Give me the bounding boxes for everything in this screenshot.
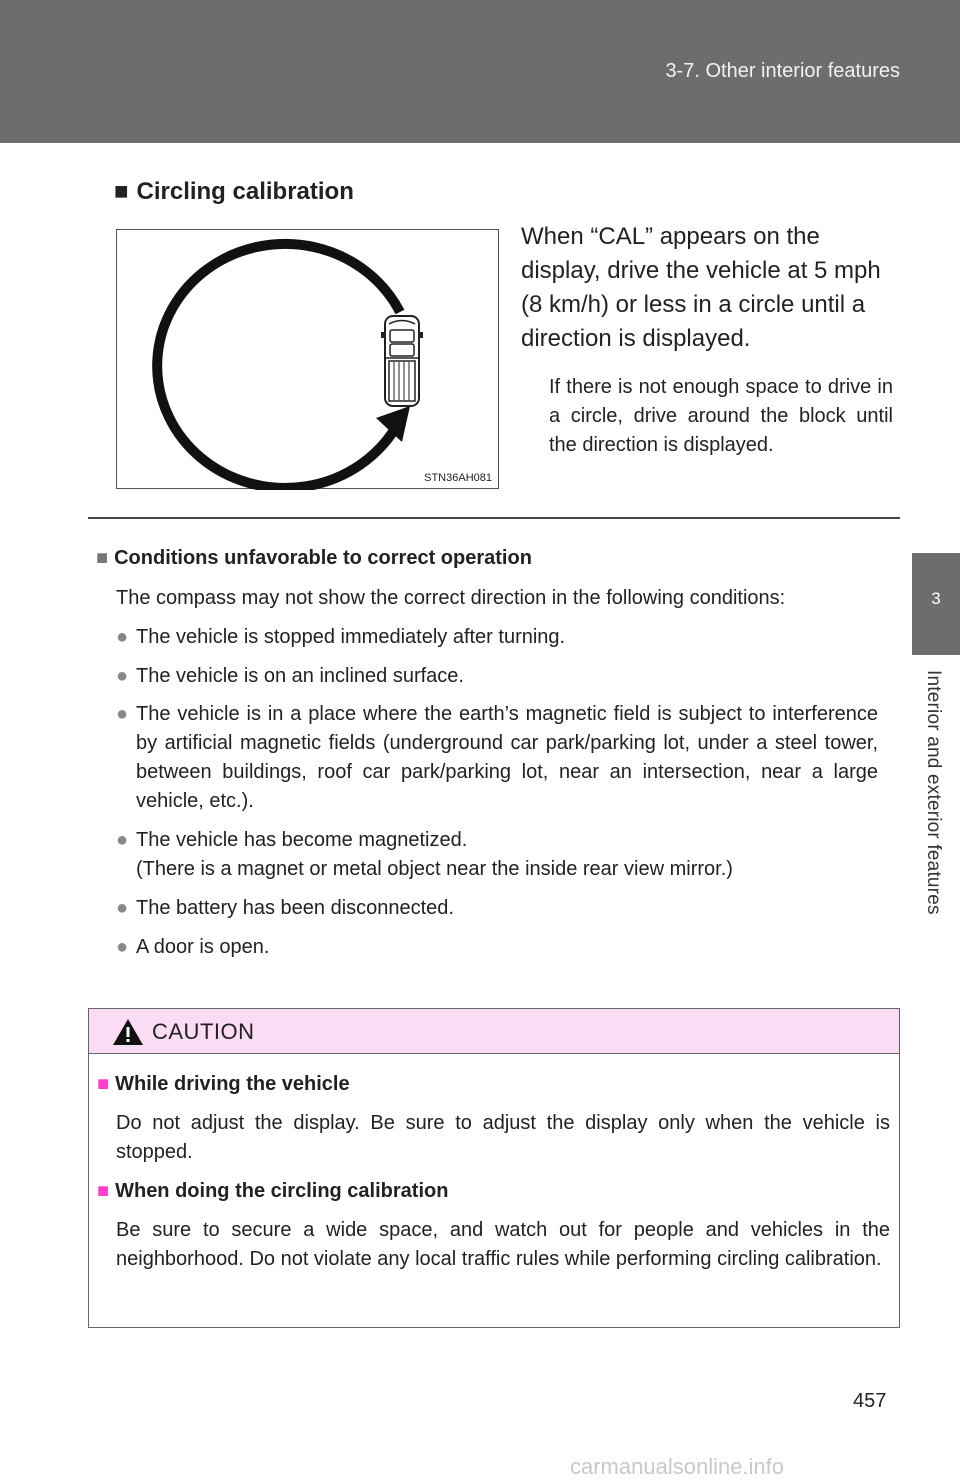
caution-header [89, 1009, 899, 1054]
condition-text: The vehicle is in a place where the earth’s magnetic field is subject to interference by artificial magnetic fields (underground car park/parking lot, under a steel tower, between buildings, roof car park/parking lot, near an intersection, near a large vehicle, etc.). [136, 703, 878, 812]
circle-bullet-icon: ● [116, 829, 129, 851]
lead-instruction: When “CAL” appears on the display, drive the vehicle at 5 mph (8 km/h) or less in a circle until a direction is displayed. [521, 223, 881, 352]
condition-item [116, 933, 878, 962]
section-header-title: 3-7. Other interior features [665, 60, 900, 82]
figure-id: STN36AH081 [424, 472, 492, 484]
condition-item [116, 894, 878, 923]
caution-heading [97, 1073, 350, 1096]
square-bullet-icon: ■ [97, 1180, 110, 1202]
circle-bullet-icon: ● [116, 626, 129, 648]
caution-heading [97, 1180, 448, 1203]
conditions-heading-text: Conditions unfavorable to correct operation [114, 547, 532, 569]
section-title-text: Circling calibration [136, 178, 354, 205]
square-bullet-icon: ■ [96, 547, 109, 569]
chapter-tab [912, 553, 960, 655]
condition-item [116, 826, 878, 884]
chapter-number: 3 [931, 589, 941, 608]
condition-text: The battery has been disconnected. [136, 897, 454, 919]
conditions-intro: The compass may not show the correct direction in the following conditions: [116, 587, 786, 609]
chapter-label: Interior and exterior features [923, 670, 944, 915]
alternative-note: If there is not enough space to drive in a circle, drive around the block until the direction is displayed. [549, 376, 893, 456]
condition-item [116, 623, 878, 652]
circle-bullet-icon: ● [116, 897, 129, 919]
circle-bullet-icon: ● [116, 936, 129, 958]
condition-text: A door is open. [136, 936, 270, 958]
condition-text [136, 826, 878, 884]
header-band [0, 0, 960, 143]
caution-text: Do not adjust the display. Be sure to adjust the display only when the vehicle is stopped. [116, 1112, 890, 1163]
circle-path-illustration [117, 230, 500, 490]
section-divider [88, 517, 900, 519]
pickup-truck-icon [381, 316, 423, 406]
conditions-heading [96, 547, 532, 570]
caution-heading-text: While driving the vehicle [115, 1073, 350, 1095]
caution-text: Be sure to secure a wide space, and watch out for people and vehicles in the neighborhood. Do not violate any local traffic rules while performing circling calibration. [116, 1219, 890, 1270]
condition-text: The vehicle is stopped immediately after turning. [136, 626, 566, 648]
condition-text-extra: (There is a magnet or metal object near the inside rear view mirror.) [136, 858, 733, 880]
caution-box [88, 1008, 900, 1328]
condition-text: The vehicle is on an inclined surface. [136, 665, 464, 687]
caution-title: CAUTION [152, 1019, 255, 1044]
circling-illustration [116, 229, 499, 489]
circle-bullet-icon: ● [116, 665, 129, 687]
section-title [114, 178, 354, 206]
square-bullet-icon: ■ [114, 178, 129, 205]
condition-text-main: The vehicle has become magnetized. [136, 829, 468, 851]
circular-arrow-icon [157, 244, 410, 488]
caution-heading-text: When doing the circling calibration [115, 1180, 449, 1202]
condition-item [116, 700, 878, 816]
warning-triangle-icon [111, 1017, 145, 1047]
watermark: carmanualsonline.info [570, 1454, 785, 1479]
square-bullet-icon: ■ [97, 1073, 110, 1095]
condition-item [116, 662, 878, 691]
circle-bullet-icon: ● [116, 703, 129, 725]
page-number: 457 [853, 1390, 887, 1412]
